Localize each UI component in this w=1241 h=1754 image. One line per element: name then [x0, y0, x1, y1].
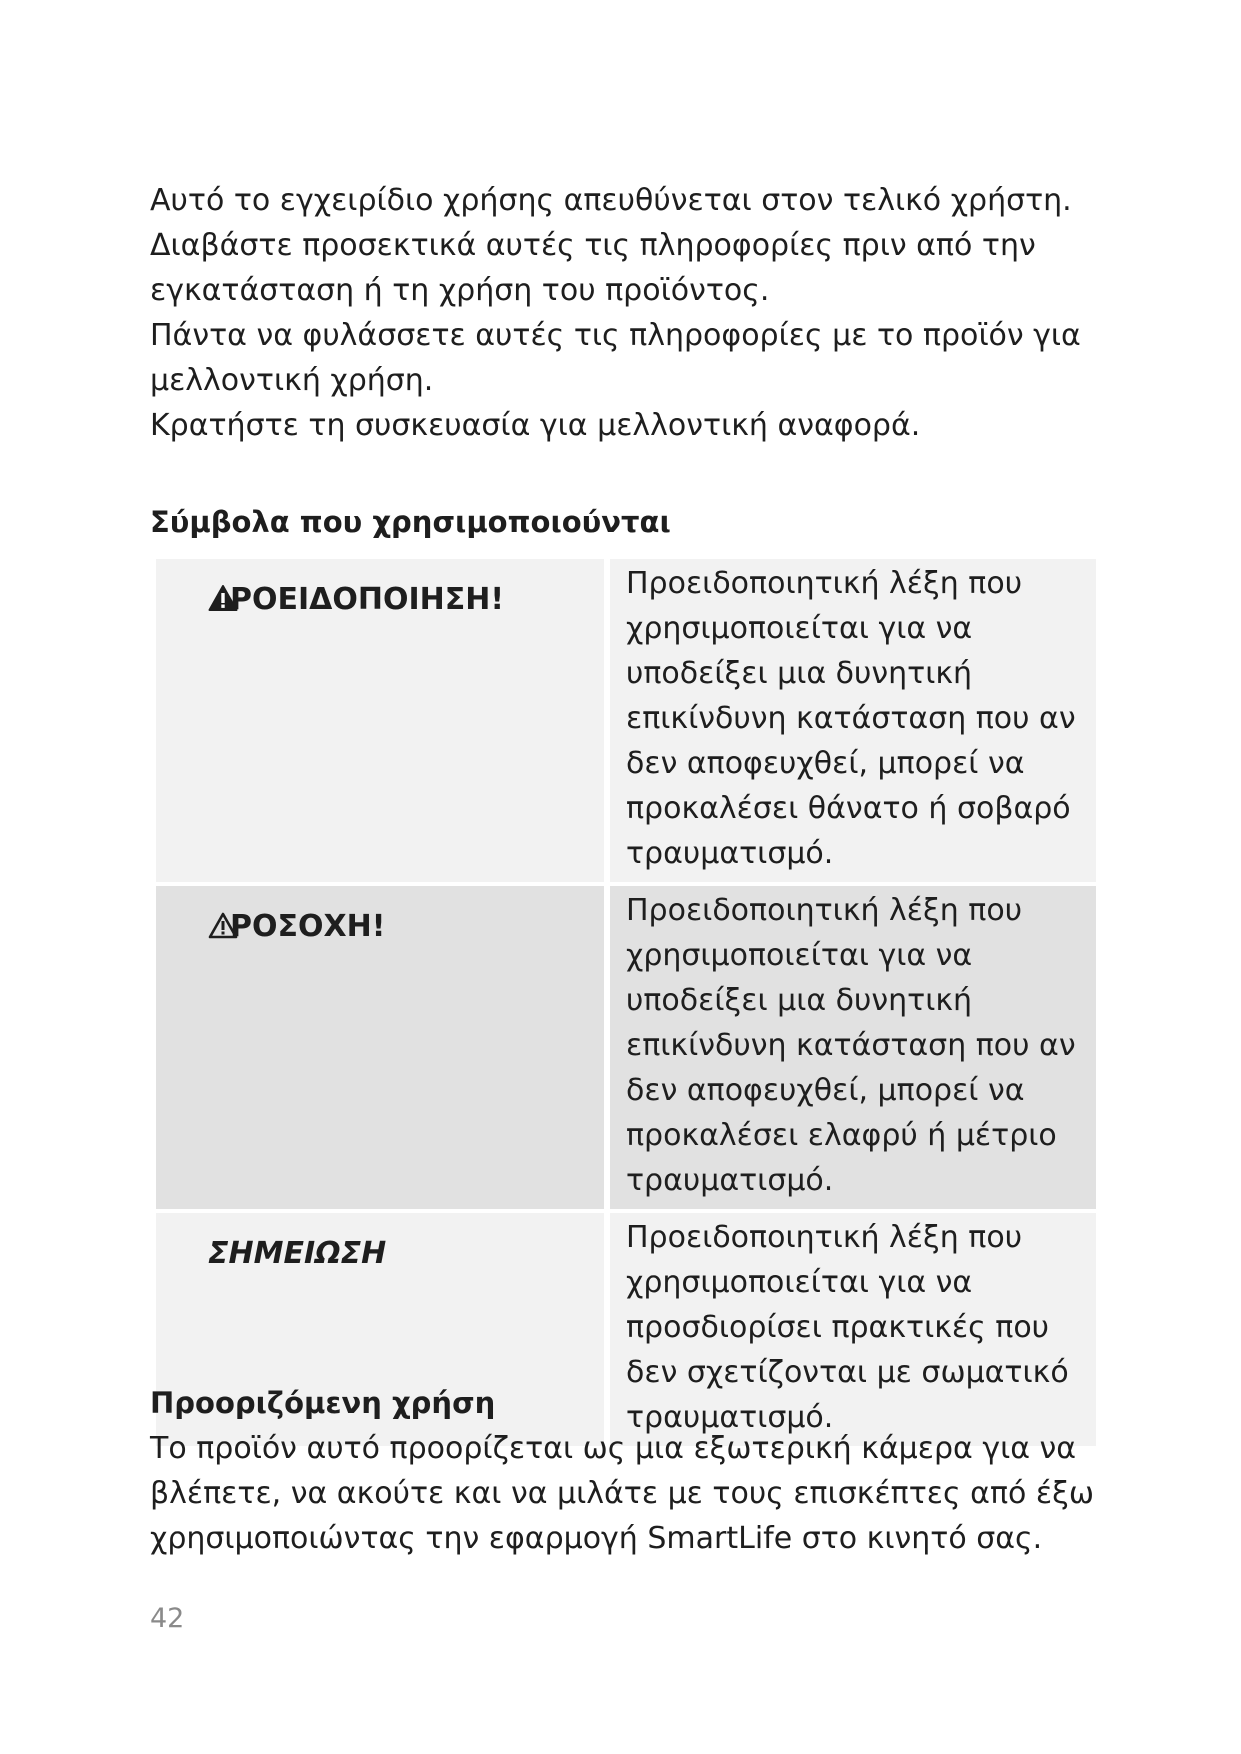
- table-row: [156, 886, 1096, 1209]
- intro-line: Κρατήστε τη συσκευασία για μελλοντική αναφορά.: [150, 408, 921, 443]
- intro-line: Αυτό το εγχειρίδιο χρήσης απευθύνεται στον τελικό χρήστη.: [150, 183, 1072, 218]
- caution-label-cell: [156, 886, 604, 1209]
- warning-label-cell: [156, 559, 604, 882]
- intro-text: [150, 178, 1110, 448]
- intended-use-text: Το προϊόν αυτό προορίζεται ως μια εξωτερική κάμερα για να βλέπετε, να ακούτε και να μιλάτε με τους επισκέπτες από έξω χρησιμοποιώντας την εφαρμογή SmartLife στο κινητό σας.: [150, 1431, 1094, 1556]
- note-label: ΣΗΜΕΙΩΣΗ: [208, 1236, 387, 1271]
- warning-description: Προειδοποιητική λέξη που χρησιμοποιείται για να υποδείξει μια δυνητική επικίνδυνη κατάσταση που αν δεν αποφευχθεί, μπορεί να προκαλέσει θάνατο ή σοβαρό τραυματισμό.: [610, 559, 1096, 882]
- intro-line: Διαβάστε προσεκτικά αυτές τις πληροφορίες πριν από την εγκατάσταση ή τη χρήση του προϊόντος.: [150, 228, 1036, 308]
- caution-description: Προειδοποιητική λέξη που χρησιμοποιείται για να υποδείξει μια δυνητική επικίνδυνη κατάσταση που αν δεν αποφευχθεί, μπορεί να προκαλέσει ελαφρύ ή μέτριο τραυματισμό.: [610, 886, 1096, 1209]
- symbols-table: [150, 555, 1102, 1450]
- table-row: [156, 559, 1096, 882]
- intro-line: Πάντα να φυλάσσετε αυτές τις πληροφορίες με το προϊόν για μελλοντική χρήση.: [150, 318, 1081, 398]
- symbols-section-title: Σύμβολα που χρησιμοποιούνται: [150, 505, 671, 539]
- page-number: 42: [150, 1603, 185, 1634]
- note-description: Προειδοποιητική λέξη που χρησιμοποιείται για να προσδιορίσει πρακτικές που δεν σχετίζονται με σωματικό τραυματισμό.: [610, 1213, 1096, 1446]
- warning-label: ΡΟΕΙΔΟΠΟΙΗΣΗ!: [230, 582, 505, 617]
- intended-use-title: Προοριζόμενη χρήση: [150, 1386, 496, 1420]
- caution-label: ΡΟΣΟΧΗ!: [230, 909, 386, 944]
